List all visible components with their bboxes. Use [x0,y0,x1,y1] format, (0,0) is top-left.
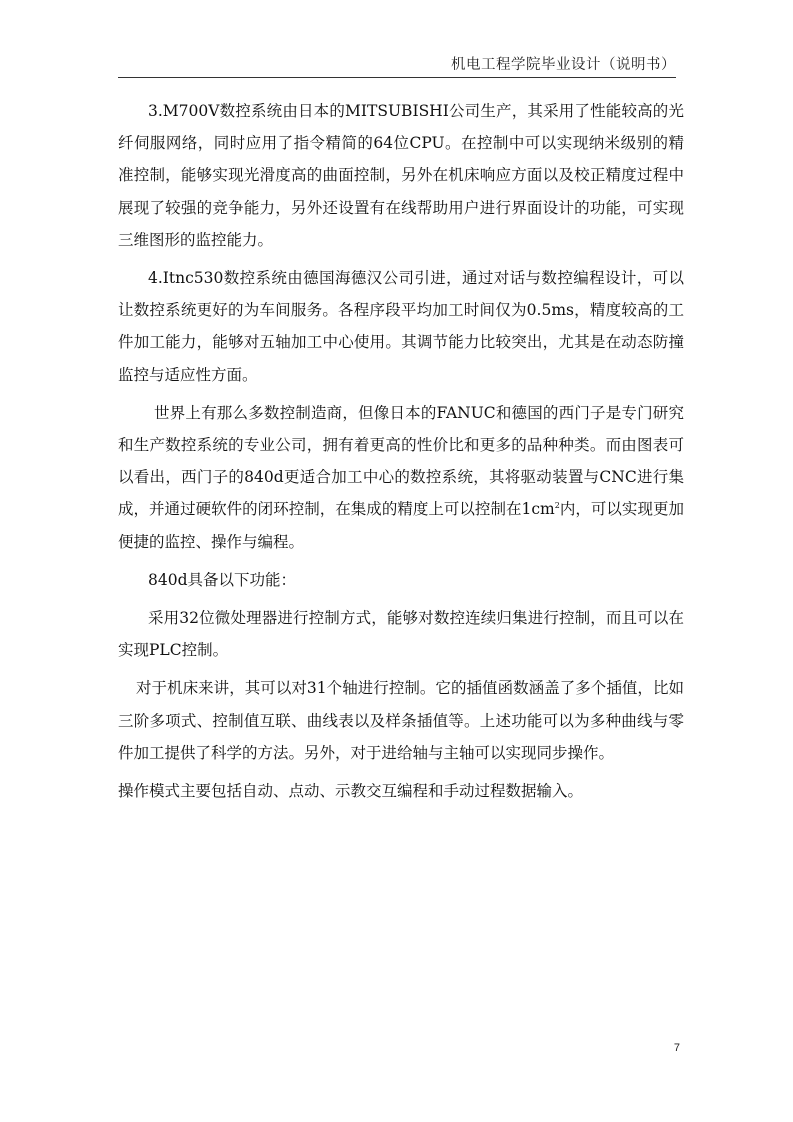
page-number: 7 [673,1042,680,1054]
paragraph-840d-intro: 840d具备以下功能： [148,570,297,589]
paragraph-manufacturers [118,397,684,558]
header-divider [118,77,676,78]
paragraph-m700v: 3.M700V数控系统由日本的MITSUBISHI公司生产，其采用了性能较高的光纤伺服网络，同时应用了指令精简的64位CPU。在控制中可以实现纳米级别的精准控制，能够实现光滑度高的曲面控制，另外在机床响应方面以及校正精度过程中展现了较强的竞争能力，另外还设置有在线帮助用户进行界面设计的功能，可实现三维图形的监控能力。 [118,102,684,249]
paragraph-operating-modes: 操作模式主要包括自动、点动、示教交互编程和手动过程数据输入。 [118,782,584,801]
paragraph-manufacturers-text-end: 内，可以实现更加便捷的监控、操作与编程。 [118,500,684,551]
paragraph-manufacturers-text: 世界上有那么多数控制造商，但像日本的FANUC和德国的西门子是专门研究和生产数控系统的专业公司，拥有着更高的性价比和更多的品种种类。而由图表可以看出，西门子的840d更适合加工中心的数控系统，其将驱动装置与CNC进行集成，并通过硬软件的闭环控制，在集成的精度上可以控制在1cm [118,403,684,519]
paragraph-axis-control: 对于机床来讲，其可以对31个轴进行控制。它的插值函数涵盖了多个插值，比如三阶多项式、控制值互联、曲线表以及样条插值等。上述功能可以为多种曲线与零件加工提供了科学的方法。另外，对于进给轴与主轴可以实现同步操作。 [118,679,684,762]
paragraph-microprocessor: 采用32位微处理器进行控制方式，能够对数控连续归集进行控制，而且可以在实现PLC控制。 [118,609,684,660]
page-header-title: 机电工程学院毕业设计（说明书） [451,57,676,73]
paragraph-itnc530: 4.Itnc530数控系统由德国海德汉公司引进，通过对话与数控编程设计，可以让数控系统更好的为车间服务。各程序段平均加工时间仅为0.5ms，精度较高的工件加工能力，能够对五轴加工中心使用。其调节能力比较突出，尤其是在动态防撞监控与适应性方面。 [118,269,684,384]
superscript-exponent: 2 [554,501,560,511]
document-body [118,95,684,813]
